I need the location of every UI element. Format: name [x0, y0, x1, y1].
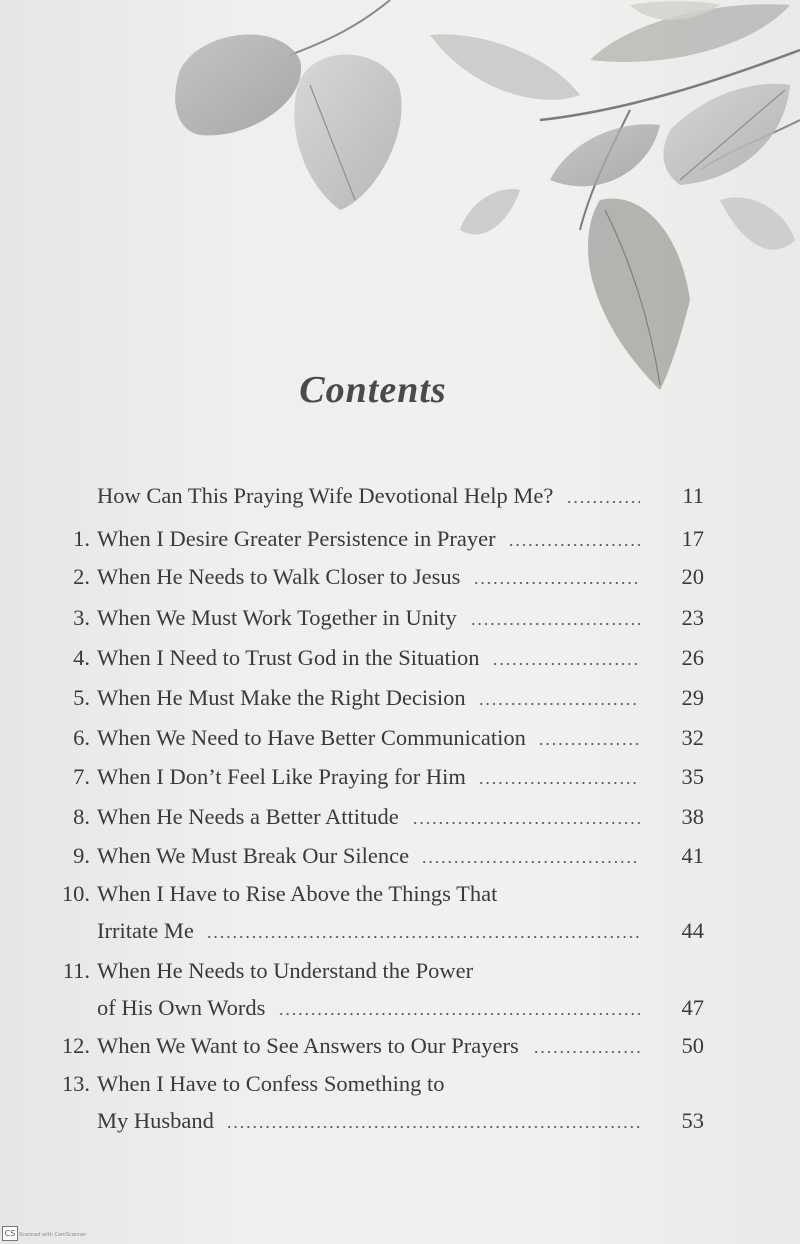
toc-page-number: 44 — [681, 918, 704, 943]
dot-leader — [533, 1049, 640, 1055]
toc-entry-line — [0, 526, 800, 556]
toc-page-number: 38 — [681, 804, 704, 829]
toc-entry-number: 4. — [73, 645, 90, 670]
toc-entry-line — [0, 645, 800, 675]
toc-entry-title: of His Own Words — [97, 995, 266, 1020]
toc-entry-title: My Husband — [97, 1108, 214, 1133]
toc-entry-title: When We Must Work Together in Unity — [97, 605, 457, 630]
toc-entry-title: When I Don’t Feel Like Praying for Him — [97, 764, 466, 789]
toc-entry-number: 8. — [73, 804, 90, 829]
toc-entry-line — [0, 564, 800, 594]
dot-leader — [226, 1124, 640, 1130]
toc-entry-title: When I Desire Greater Persistence in Prayer — [97, 526, 496, 551]
watercolor-leaves-illustration — [160, 0, 800, 400]
dot-leader — [421, 859, 640, 865]
toc-page-number: 23 — [681, 605, 704, 630]
toc-page-number: 29 — [681, 685, 704, 710]
dot-leader — [470, 621, 640, 627]
dot-leader — [566, 499, 640, 505]
toc-entry-title: When I Have to Confess Something to — [97, 1071, 445, 1096]
toc-entry-line — [0, 605, 800, 635]
dot-leader — [412, 820, 640, 826]
toc-entry-line — [0, 804, 800, 834]
toc-entry-number: 12. — [61, 1033, 90, 1058]
toc-entry-title: How Can This Praying Wife Devotional Help Me? — [97, 483, 554, 508]
scanner-badge: CS — [2, 1226, 18, 1241]
toc-entry-number: 5. — [73, 685, 90, 710]
toc-entry-line — [0, 764, 800, 794]
toc-page-number: 41 — [681, 843, 704, 868]
toc-entry-line — [0, 1071, 800, 1101]
dot-leader — [278, 1011, 640, 1017]
toc-entry-line — [0, 995, 800, 1025]
toc-entry-number: 3. — [73, 605, 90, 630]
toc-page-number: 32 — [681, 725, 704, 750]
toc-entry-number: 11. — [62, 958, 90, 983]
contents-title: Contents — [299, 369, 447, 411]
toc-page-number: 47 — [681, 995, 704, 1020]
dot-leader — [473, 580, 640, 586]
toc-entry-line — [0, 725, 800, 755]
toc-entry-line — [0, 958, 800, 988]
toc-entry-title: When He Must Make the Right Decision — [97, 685, 466, 710]
toc-entry-line — [0, 918, 800, 948]
dot-leader — [492, 661, 640, 667]
toc-entry-title: When I Have to Rise Above the Things That — [97, 881, 498, 906]
toc-page-number: 20 — [681, 564, 704, 589]
toc-entry-number: 10. — [61, 881, 90, 906]
toc-entry-title: Irritate Me — [97, 918, 194, 943]
dot-leader — [508, 542, 640, 548]
toc-entry-line — [0, 881, 800, 911]
toc-entry-number: 13. — [61, 1071, 90, 1096]
toc-page-number: 53 — [681, 1108, 704, 1133]
toc-entry-number: 7. — [73, 764, 90, 789]
toc-entry-line — [0, 483, 800, 513]
dot-leader — [206, 934, 640, 940]
toc-entry-number: 1. — [73, 526, 90, 551]
toc-entry-title: When He Needs to Walk Closer to Jesus — [97, 564, 461, 589]
toc-entry-line — [0, 1108, 800, 1138]
dot-leader — [538, 741, 640, 747]
toc-entry-title: When I Need to Trust God in the Situation — [97, 645, 480, 670]
toc-entry-number: 2. — [73, 564, 90, 589]
toc-entry-title: When We Want to See Answers to Our Prayers — [97, 1033, 519, 1058]
toc-page-number: 26 — [681, 645, 704, 670]
toc-entry-number: 6. — [73, 725, 90, 750]
toc-page-number: 50 — [681, 1033, 704, 1058]
toc-entry-title: When We Must Break Our Silence — [97, 843, 410, 868]
dot-leader — [478, 701, 640, 707]
dot-leader — [478, 780, 640, 786]
toc-page-number: 11 — [682, 483, 704, 508]
toc-entry-title: When He Needs to Understand the Power — [97, 958, 474, 983]
toc-page-number: 17 — [681, 526, 704, 551]
toc-entry-line — [0, 1033, 800, 1063]
toc-entry-title: When We Need to Have Better Communication — [97, 725, 526, 750]
toc-entry-title: When He Needs a Better Attitude — [97, 804, 399, 829]
toc-page-number: 35 — [681, 764, 704, 789]
toc-entry-number: 9. — [73, 843, 90, 868]
scanner-watermark: Scanned with CamScanner — [19, 1232, 87, 1238]
toc-entry-line — [0, 685, 800, 715]
toc-entry-line — [0, 843, 800, 873]
